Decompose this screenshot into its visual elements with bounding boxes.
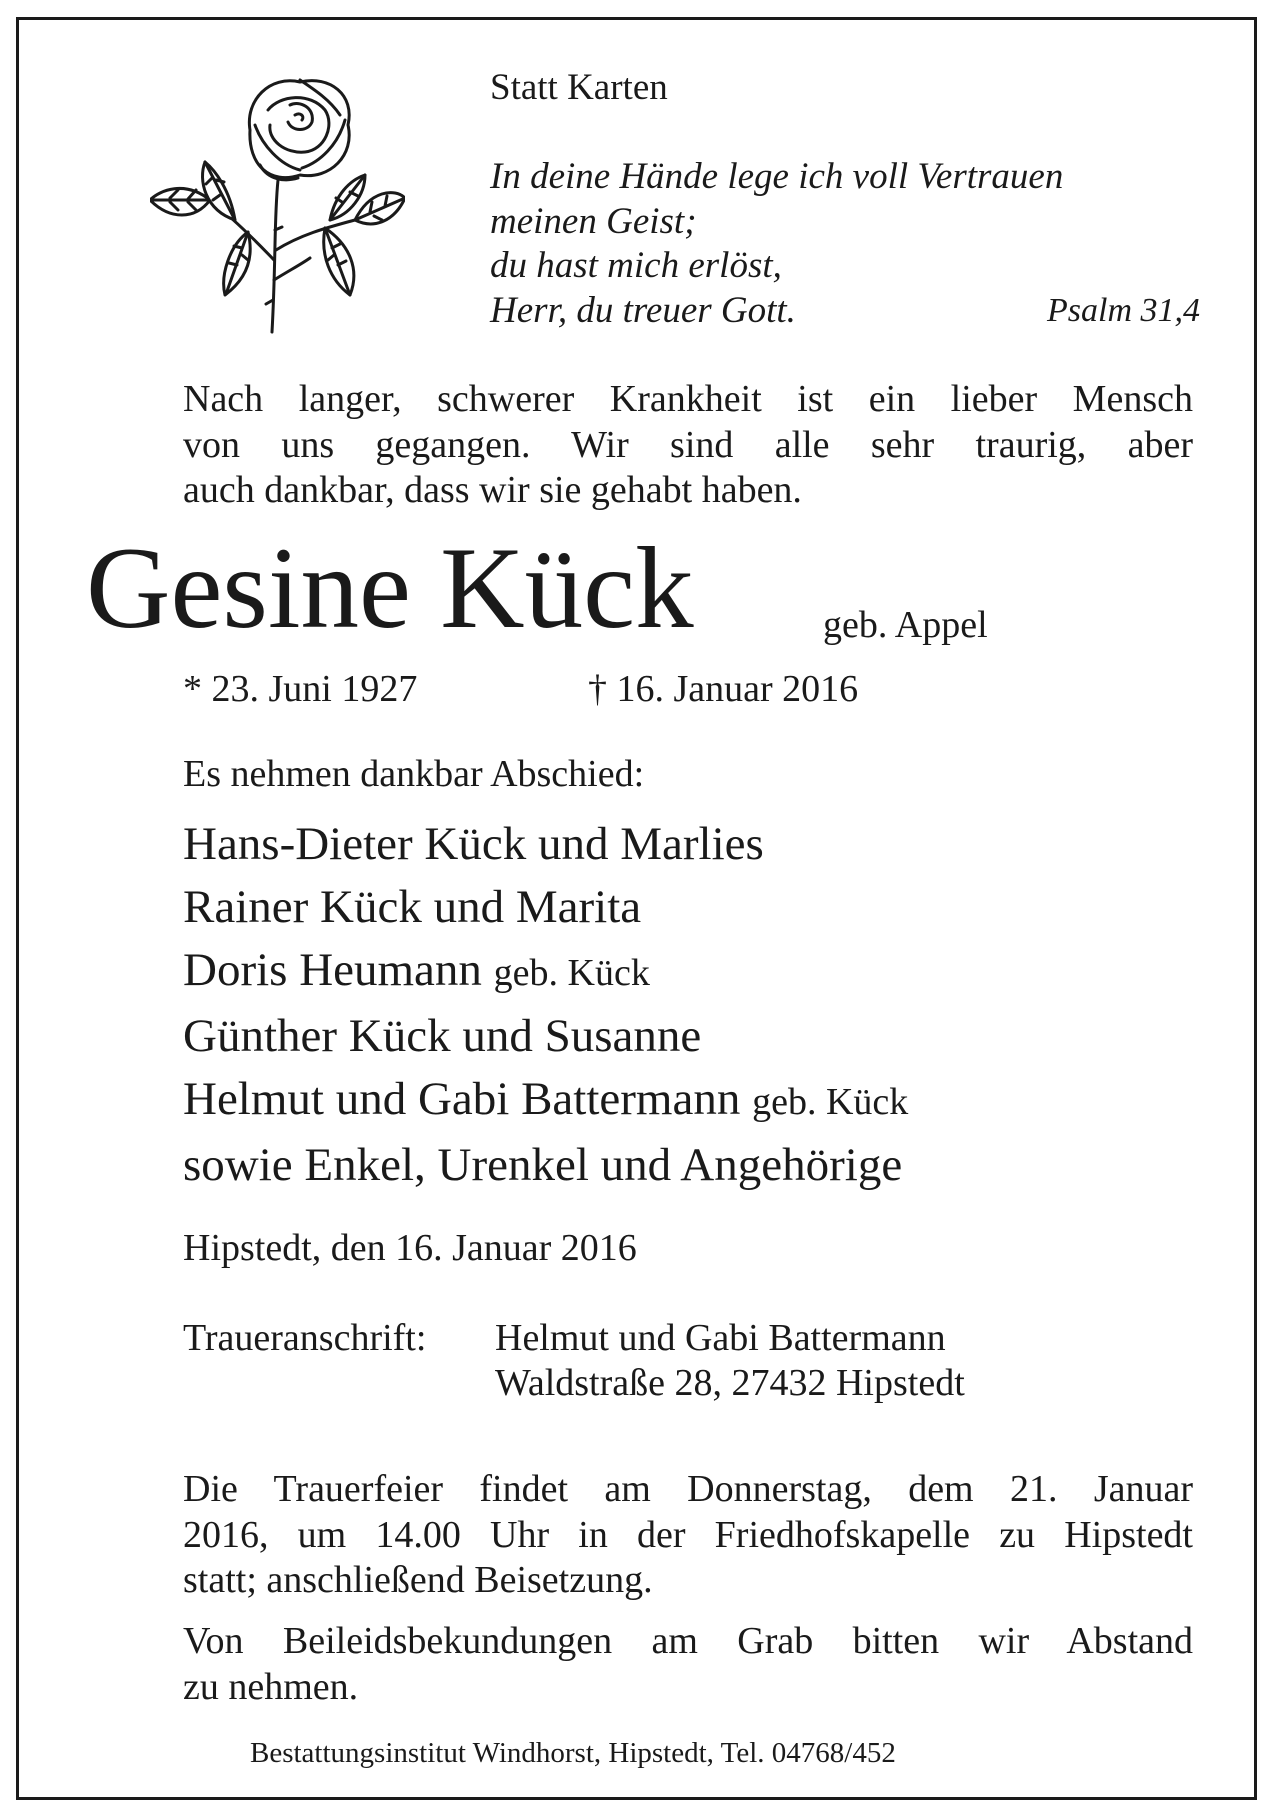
address-line: Helmut und Gabi Battermann [495, 1317, 946, 1359]
mourner-name: Helmut und Gabi Battermann [183, 1073, 741, 1125]
mourner-line [183, 1068, 908, 1134]
bible-verse [490, 155, 1200, 333]
mourner-name: sowie Enkel, Urenkel und Angehörige [183, 1139, 903, 1191]
text-line: Die Trauerfeier findet am Donnerstag, dem 21. Januar [183, 1468, 1193, 1510]
mourner-name: Günther Kück und Susanne [183, 1010, 702, 1062]
opening-text [183, 377, 1193, 514]
text-line: auch dankbar, dass wir sie gehabt haben. [183, 469, 802, 511]
mourner-line [183, 1134, 908, 1197]
mourners-intro: Es nehmen dankbar Abschied: [183, 753, 645, 795]
condolence-text [183, 1619, 1193, 1710]
text-line: Nach langer, schwerer Krankheit ist ein lieber Mensch [183, 378, 1193, 420]
place-date: Hipstedt, den 16. Januar 2016 [183, 1227, 637, 1269]
verse-reference: Psalm 31,4 [1047, 291, 1200, 329]
verse-line: meinen Geist; [490, 200, 697, 242]
address [495, 1316, 965, 1406]
mourner-line [183, 813, 908, 876]
deceased-name: Gesine Kück [86, 524, 694, 653]
maiden-name: geb. Appel [823, 604, 988, 646]
verse-line: Herr, du treuer Gott. [490, 289, 796, 331]
birth-date: * 23. Juni 1927 [183, 668, 418, 710]
text-line: 2016, um 14.00 Uhr in der Friedhofskapelle zu Hipstedt [183, 1513, 1193, 1556]
mourner-line [183, 876, 908, 939]
rose-icon [150, 70, 405, 335]
funeral-home-footer: Bestattungsinstitut Windhorst, Hipstedt, Tel. 04768/452 [250, 1737, 896, 1769]
verse-last-line [490, 289, 1200, 334]
intro-text: Statt Karten [490, 67, 668, 108]
text-line: zu nehmen. [183, 1665, 359, 1708]
mourner-name: Hans-Dieter Kück und Marlies [183, 818, 764, 870]
address-label: Traueranschrift: [183, 1317, 427, 1359]
text-line: von uns gegangen. Wir sind alle sehr traurig, aber [183, 423, 1193, 466]
text-line: statt; anschließend Beisetzung. [183, 1559, 653, 1601]
mourner-line [183, 939, 908, 1005]
mourner-name: Doris Heumann [183, 944, 482, 996]
mourner-note: geb. Kück [493, 952, 650, 994]
verse-line: du hast mich erlöst, [490, 245, 782, 286]
address-line: Waldstraße 28, 27432 Hipstedt [495, 1362, 965, 1404]
mourner-name: Rainer Kück und Marita [183, 881, 642, 933]
mourner-line [183, 1005, 908, 1068]
mourner-note: geb. Kück [752, 1081, 909, 1123]
service-text [183, 1467, 1193, 1604]
mourners-list [183, 813, 908, 1197]
death-date: † 16. Januar 2016 [588, 668, 859, 710]
text-line: Von Beileidsbekundungen am Grab bitten wir Abstand [183, 1620, 1193, 1662]
verse-line: In deine Hände lege ich voll Vertrauen [490, 156, 1064, 197]
